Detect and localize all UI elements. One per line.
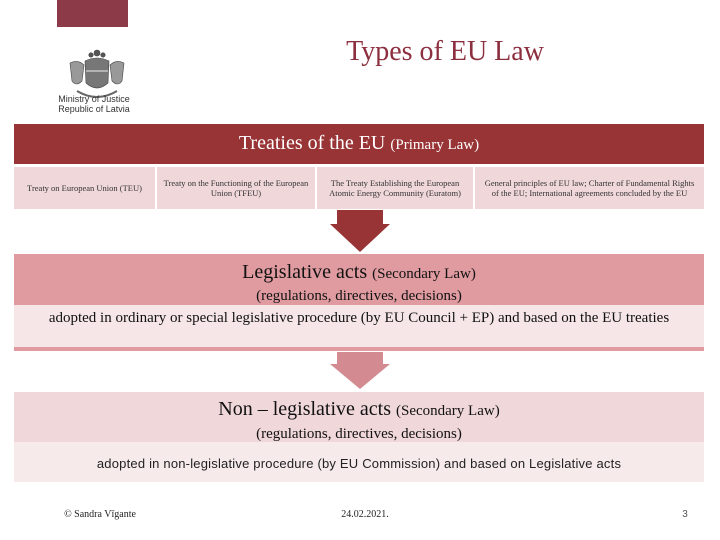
non-legislative-heading [14,398,704,421]
non-legislative-title: Non – legislative acts [218,398,391,420]
treaty-label: The Treaty Establishing the European Atomic Energy Community (Euratom) [329,178,461,198]
treaty-label: Treaty on European Union (TEU) [27,183,142,193]
logo-caption-line2: Republic of Latvia [58,104,130,114]
treaty-label: General principles of EU law; Charter of Fundamental Rights of the EU; International agreements concluded by the EU [484,178,695,198]
logo-caption-line1: Ministry of Justice [58,94,130,104]
page-title: Types of EU Law [346,36,544,67]
legislative-description: adopted in ordinary or special legislative procedure (by EU Council + EP) and based on the EU treaties [48,310,670,326]
treaties-title: Treaties of the EU [238,132,386,154]
footer-author: © Sandra Vīgante [64,509,136,520]
treaty-box-tfeu [157,167,315,209]
treaty-box-general-principles [475,167,704,209]
legislative-title: Legislative acts [242,261,368,283]
down-arrow-head-icon [330,224,390,252]
logo-caption [44,94,144,114]
footer-page-number: 3 [682,509,688,520]
down-arrow-icon [337,352,383,364]
down-arrow-icon [337,210,383,224]
legislative-subtitle: (Secondary Law) [372,266,476,282]
legislative-heading [14,261,704,284]
non-legislative-description: adopted in non-legislative procedure (by EU Commission) and based on Legislative acts [96,456,622,471]
top-accent-bar [57,0,128,27]
treaty-box-teu [14,167,155,209]
non-legislative-subtitle: (Secondary Law) [396,403,500,419]
treaties-subtitle: (Primary Law) [390,137,480,153]
treaties-heading [14,132,704,155]
down-arrow-head-icon [330,364,390,389]
legislative-types: (regulations, directives, decisions) [256,288,462,304]
footer-date: 24.02.2021. [341,509,389,520]
treaty-box-euratom [317,167,473,209]
treaty-label: Treaty on the Functioning of the European Union (TFEU) [163,178,309,198]
non-legislative-types: (regulations, directives, decisions) [256,426,462,442]
